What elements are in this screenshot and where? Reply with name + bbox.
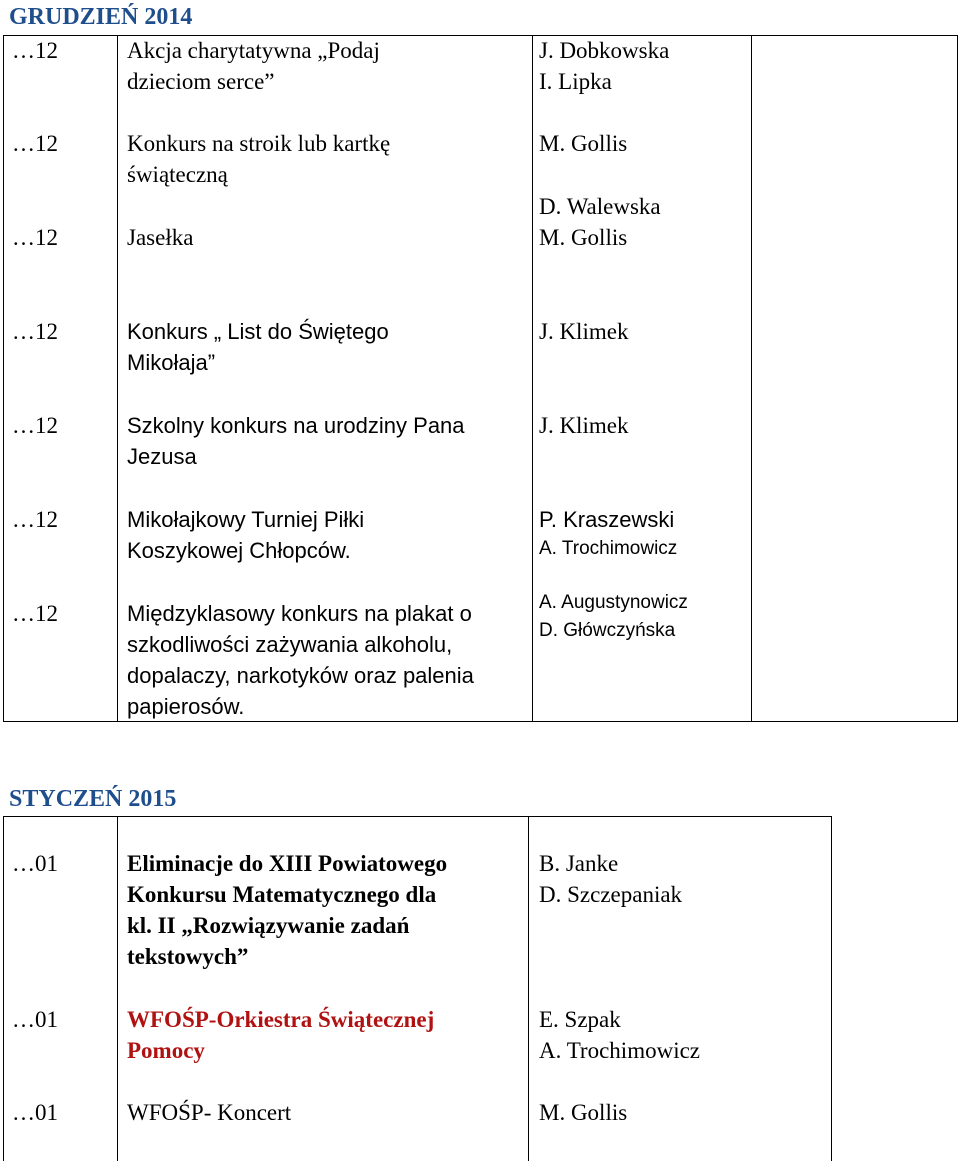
- event-line: Pomocy: [127, 1038, 205, 1063]
- responsible-person: A. Augustynowicz: [539, 592, 688, 613]
- event-line: Akcja charytatywna „Podaj: [127, 38, 380, 63]
- row-date: …12: [12, 601, 58, 626]
- responsible-person: D. Szczepaniak: [539, 882, 683, 907]
- event-line: Konkursu Matematycznego dla: [127, 882, 437, 907]
- responsible-person: J. Klimek: [539, 413, 629, 438]
- responsible-person: D. Główczyńska: [539, 620, 676, 641]
- event-line: tekstowych”: [127, 944, 249, 969]
- row-date: …01: [12, 851, 58, 876]
- row-date: …12: [12, 507, 58, 532]
- event-line: Eliminacje do XIII Powiatowego: [127, 851, 448, 876]
- row-date: …12: [12, 38, 58, 63]
- event-line: WFOŚP-Orkiestra Świątecznej: [127, 1007, 435, 1032]
- column-divider: [831, 816, 832, 1161]
- column-divider: [3, 35, 4, 722]
- event-line: Jasełka: [127, 225, 194, 250]
- event-line: Konkurs „ List do Świętego: [127, 319, 389, 344]
- responsible-person: M. Gollis: [539, 225, 628, 250]
- month-heading-december: GRUDZIEŃ 2014: [9, 4, 193, 30]
- month-heading-january: STYCZEŃ 2015: [9, 786, 177, 812]
- responsible-person: E. Szpak: [539, 1007, 621, 1032]
- event-line: świąteczną: [127, 162, 228, 187]
- responsible-person: I. Lipka: [539, 69, 612, 94]
- responsible-person: J. Klimek: [539, 319, 629, 344]
- column-divider: [528, 816, 529, 1161]
- event-line: Mikołaja”: [127, 350, 216, 375]
- event-line: Szkolny konkurs na urodziny Pana: [127, 413, 465, 438]
- table-border-top: [3, 816, 832, 817]
- event-line: Konkurs na stroik lub kartkę: [127, 131, 391, 156]
- responsible-person: A. Trochimowicz: [539, 1038, 700, 1063]
- event-line: dopalaczy, narkotyków oraz palenia: [127, 663, 474, 688]
- responsible-person: M. Gollis: [539, 1100, 628, 1125]
- event-line: WFOŚP- Koncert: [127, 1100, 292, 1125]
- responsible-person: D. Walewska: [539, 194, 661, 219]
- event-line: papierosów.: [127, 694, 245, 719]
- responsible-person: J. Dobkowska: [539, 38, 670, 63]
- event-line: Koszykowej Chłopców.: [127, 538, 351, 563]
- column-divider: [117, 35, 118, 722]
- responsible-person: A. Trochimowicz: [539, 538, 678, 559]
- event-line: Jezusa: [127, 444, 197, 469]
- responsible-person: P. Kraszewski: [539, 507, 675, 532]
- column-divider: [3, 816, 4, 1161]
- row-date: …12: [12, 413, 58, 438]
- responsible-person: B. Janke: [539, 851, 619, 876]
- responsible-person: M. Gollis: [539, 131, 628, 156]
- event-line: szkodliwości zażywania alkoholu,: [127, 632, 453, 657]
- row-date: …12: [12, 225, 58, 250]
- event-line: dzieciom serce”: [127, 69, 275, 94]
- event-line: Mikołajkowy Turniej Piłki: [127, 507, 365, 532]
- column-divider: [957, 35, 958, 722]
- column-divider: [532, 35, 533, 722]
- row-date: …12: [12, 319, 58, 344]
- row-date: …01: [12, 1100, 58, 1125]
- column-divider: [751, 35, 752, 722]
- row-date: …12: [12, 131, 58, 156]
- event-line: Międzyklasowy konkurs na plakat o: [127, 601, 472, 626]
- event-line: kl. II „Rozwiązywanie zadań: [127, 913, 410, 938]
- column-divider: [117, 816, 118, 1161]
- row-date: …01: [12, 1007, 58, 1032]
